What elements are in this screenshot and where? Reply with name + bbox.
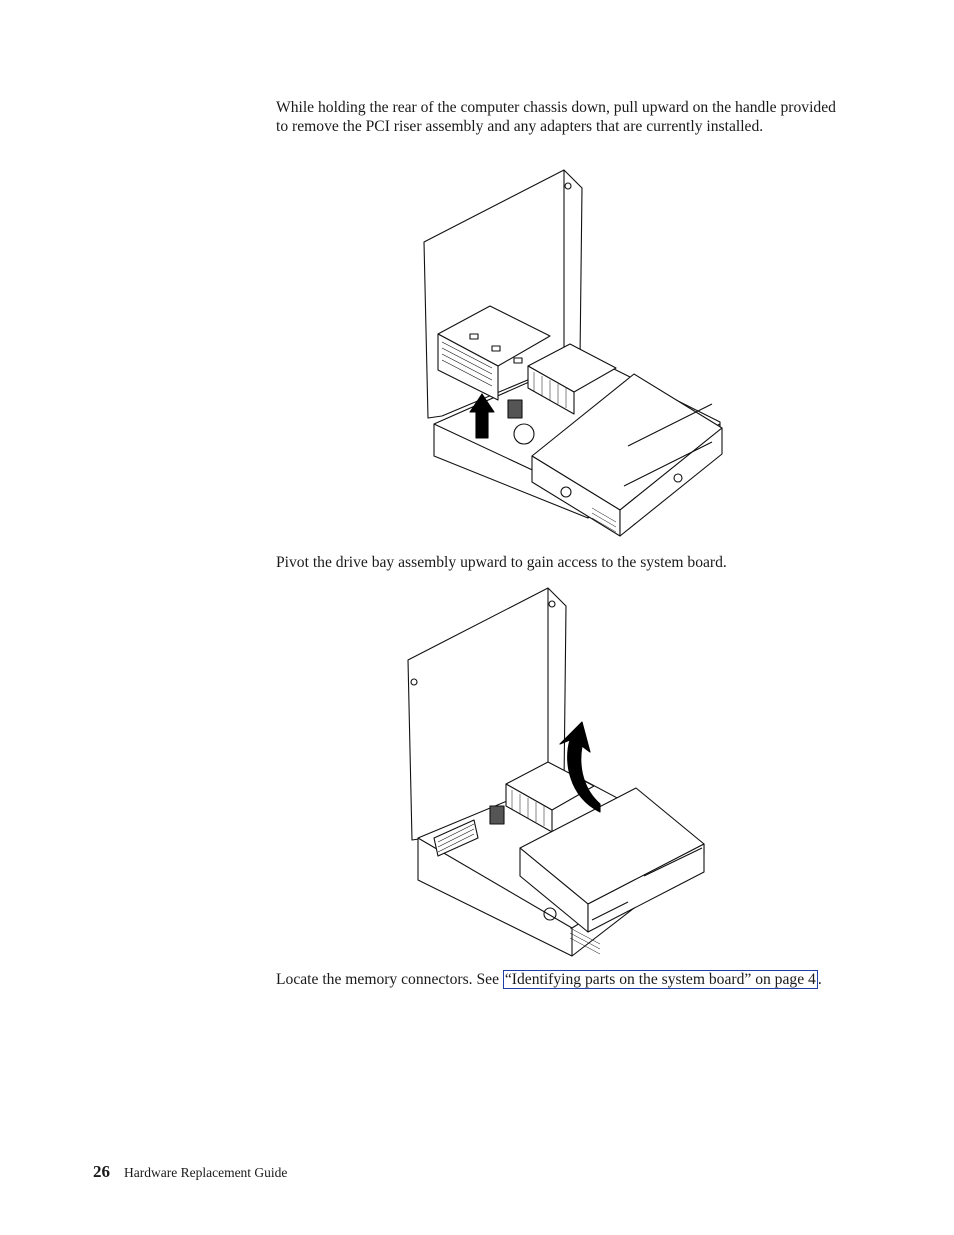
step-2-instruction: Pivot the drive bay assembly upward to gain access to the system board. — [276, 554, 727, 571]
step-3-instruction — [276, 971, 836, 990]
page-footer — [93, 1162, 287, 1182]
system-board-parts-link[interactable]: “Identifying parts on the system board” on page 4 — [504, 971, 816, 988]
step-3-suffix: . — [817, 971, 822, 988]
drive-bay-pivot-illustration — [404, 584, 714, 960]
pci-riser-removal-illustration — [420, 166, 730, 542]
guide-title: Hardware Replacement Guide — [124, 1165, 288, 1180]
step-1-instruction: While holding the rear of the computer chassis down, pull upward on the handle provided to remove the PCI riser assembly and any adapters that are currently installed. — [276, 99, 836, 135]
page-number: 26 — [93, 1162, 110, 1181]
step-3-prefix: Locate the memory connectors. See — [276, 971, 503, 988]
